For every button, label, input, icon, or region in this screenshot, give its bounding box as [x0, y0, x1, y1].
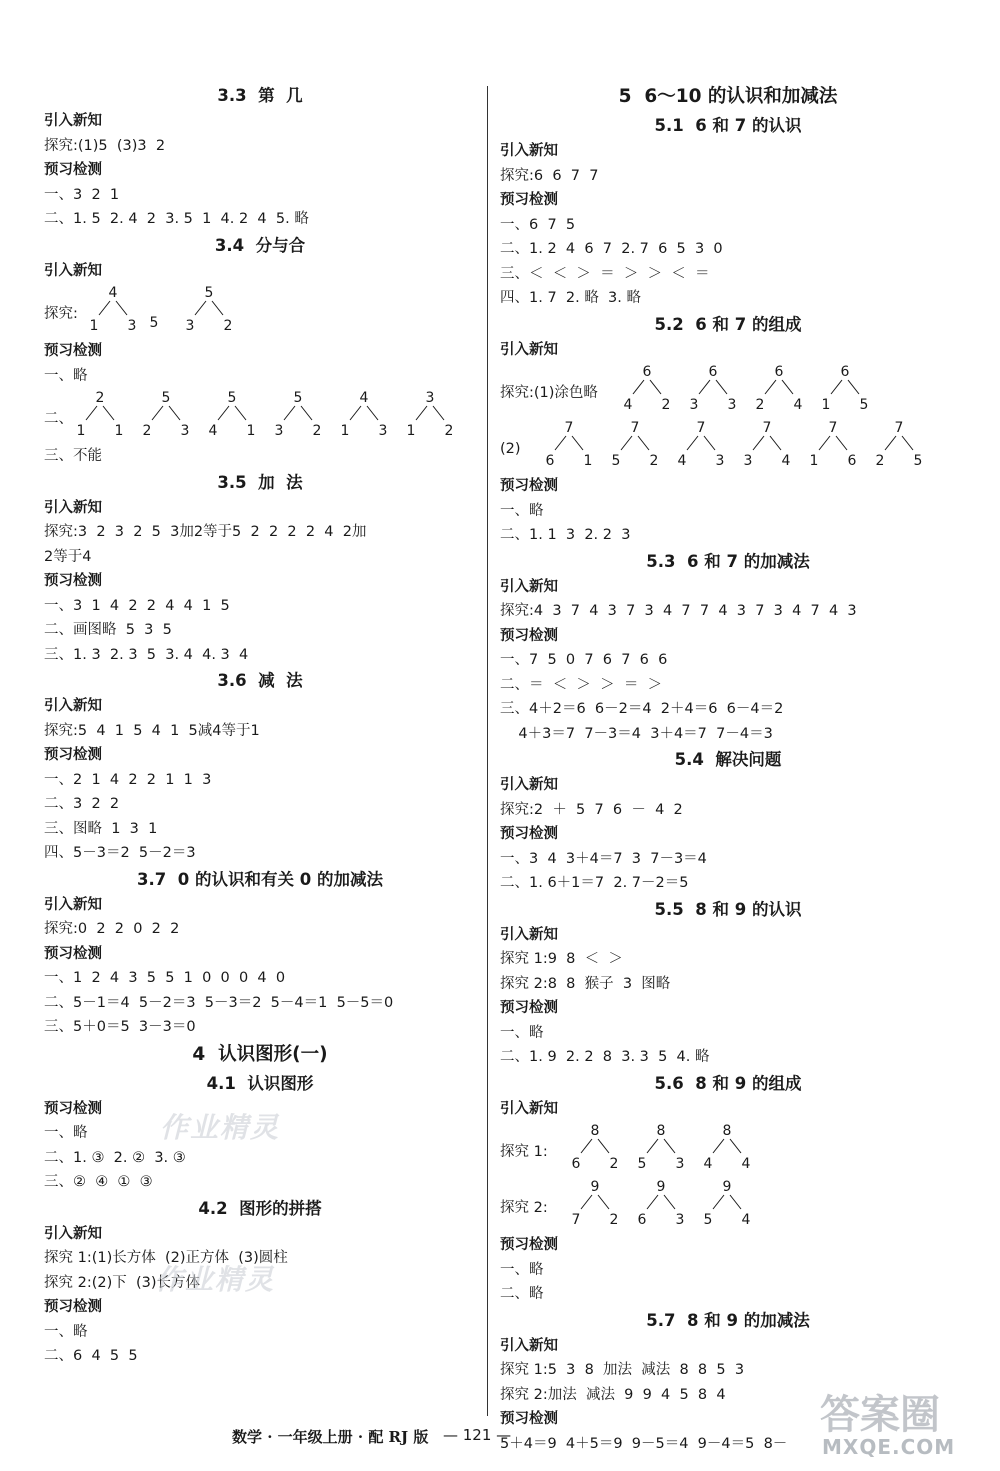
bond-part: 5 — [859, 397, 869, 413]
bond-part: 2 — [661, 397, 671, 413]
bond-branch — [581, 1139, 592, 1153]
subsection-label: 引入新知 — [500, 926, 558, 943]
bond-branch — [730, 1139, 741, 1153]
bond-whole: 7 — [696, 420, 706, 436]
section-heading: 3.4 分与合 — [214, 235, 306, 255]
answer-line: 探究:3 2 3 2 5 3加2等于5 2 2 2 2 4 2加 — [44, 524, 367, 540]
answer-line: 一、7 5 0 7 6 7 6 6 — [500, 652, 668, 668]
bond-part: 6 — [637, 1212, 647, 1228]
subsection-label: 引入新知 — [44, 698, 102, 714]
bond-branch — [621, 436, 632, 450]
bond-branch — [753, 436, 764, 450]
subsection-label: 引入新知 — [500, 143, 558, 159]
bond-branch — [730, 1195, 741, 1209]
answer-line: 二、1. 1 3 2. 2 3 — [500, 527, 631, 543]
number-bond — [704, 1123, 751, 1172]
bond-branch — [301, 406, 312, 420]
subsection-label: 预习检测 — [500, 1000, 558, 1016]
bond-whole: 5 — [293, 390, 303, 406]
bond-whole: 4 — [108, 285, 118, 301]
bond-whole: 6 — [708, 364, 718, 380]
bond-whole: 7 — [564, 420, 574, 436]
number-bond-label: 探究: — [44, 306, 78, 322]
watermark-text: 作业精灵 — [155, 1263, 276, 1296]
number-bond-diagram — [44, 283, 484, 339]
answer-value: 5 — [149, 315, 159, 331]
site-watermark-name: 答案圈 — [820, 1392, 940, 1438]
section-heading: 4.1 认识图形 — [206, 1073, 314, 1093]
subsection-label: 预习检测 — [44, 162, 102, 178]
answer-line: 二、1. 5 2. 4 2 3. 5 1 4. 2 4 5. 略 — [44, 211, 309, 227]
bond-branch — [713, 1195, 724, 1209]
bond-whole: 3 — [425, 390, 435, 406]
answer-line: 一、略 — [500, 1024, 544, 1041]
bond-branch — [433, 406, 444, 420]
bond-part: 1 — [114, 423, 124, 439]
answer-line: 二、6 4 5 5 — [44, 1348, 138, 1364]
section-heading: 3.5 加 法 — [217, 472, 303, 492]
bond-whole: 8 — [722, 1123, 732, 1139]
subsection-label: 预习检测 — [44, 573, 102, 589]
bond-branch — [103, 406, 114, 420]
bond-branch — [819, 436, 830, 450]
bond-part: 4 — [741, 1212, 751, 1228]
answer-line: 探究 1:9 8 ＜ ＞ — [500, 951, 623, 967]
subsection-label: 预习检测 — [500, 627, 558, 644]
bond-branch — [572, 436, 583, 450]
answer-line: 探究:2 ＋ 5 7 6 － 4 2 — [500, 801, 683, 818]
number-bond — [407, 390, 454, 439]
answer-line: 二、画图略 5 3 5 — [44, 622, 172, 638]
bond-branch — [633, 380, 644, 394]
bond-part: 2 — [142, 423, 152, 439]
bond-branch — [713, 1139, 724, 1153]
bond-whole: 8 — [656, 1123, 666, 1139]
number-bond — [90, 285, 137, 334]
bond-part: 6 — [847, 453, 857, 469]
number-bond-row — [500, 1121, 956, 1177]
number-bond-diagram — [500, 1121, 940, 1177]
answer-line: 三、4＋2＝6 6－2＝4 2＋4＝6 6－4＝2 — [500, 701, 784, 717]
number-bond — [572, 1179, 619, 1228]
bond-branch — [598, 1195, 609, 1209]
answer-line: 探究:0 2 2 0 2 2 — [44, 921, 180, 937]
subsection-label: 预习检测 — [44, 1100, 102, 1117]
bond-whole: 6 — [774, 364, 784, 380]
subsection-label: 预习检测 — [500, 826, 558, 842]
bond-part: 1 — [76, 423, 86, 439]
chapter-heading: 5 6～10 的认识和加减法 — [618, 86, 838, 107]
subsection-label: 预习检测 — [44, 1299, 102, 1315]
bond-part: 1 — [821, 397, 831, 413]
bond-part: 2 — [223, 318, 233, 334]
number-bond-row — [500, 362, 956, 418]
subsection-label: 预习检测 — [44, 945, 102, 962]
bond-branch — [152, 406, 163, 420]
answer-line: 二、1. ③ 2. ② 3. ③ — [44, 1149, 186, 1166]
subsection-label: 引入新知 — [500, 341, 558, 358]
number-bond — [546, 420, 593, 469]
bond-branch — [647, 1139, 658, 1153]
bond-branch — [716, 380, 727, 394]
answer-line: 三、＜ ＜ ＞ ＝ ＞ ＞ ＜ ＝ — [500, 265, 710, 282]
answer-line: 三、图略 1 3 1 — [44, 820, 158, 837]
bond-part: 3 — [743, 453, 753, 469]
bond-part: 3 — [185, 318, 195, 334]
bond-whole: 7 — [630, 420, 640, 436]
bond-part: 3 — [274, 423, 284, 439]
bond-branch — [350, 406, 361, 420]
answer-line: 二、3 2 2 — [44, 796, 120, 812]
answer-line: 三、② ④ ① ③ — [44, 1174, 153, 1190]
number-bond — [678, 420, 725, 469]
answer-line: 二、略 — [500, 1286, 544, 1302]
column-divider — [487, 86, 488, 1416]
bond-part: 3 — [675, 1156, 685, 1172]
bond-part: 1 — [89, 318, 99, 334]
number-bond — [624, 364, 671, 413]
number-bond — [876, 420, 923, 469]
answer-line: 探究:6 6 7 7 — [500, 167, 599, 184]
bond-part: 3 — [180, 423, 190, 439]
bond-whole: 6 — [840, 364, 850, 380]
number-bond — [275, 390, 322, 439]
bond-part: 3 — [689, 397, 699, 413]
bond-part: 2 — [609, 1156, 619, 1172]
number-bond-diagram — [500, 1177, 940, 1233]
bond-branch — [638, 436, 649, 450]
number-bond — [143, 390, 190, 439]
number-bond-label: 探究 2: — [500, 1200, 548, 1216]
bond-branch — [704, 436, 715, 450]
page-number: — 121 — — [443, 1426, 512, 1444]
chapter-heading: 4 认识图形(一) — [192, 1043, 328, 1065]
subsection-label: 引入新知 — [500, 578, 558, 595]
number-bond — [756, 364, 803, 413]
section-heading: 5.4 解决问题 — [674, 750, 782, 769]
number-bond — [744, 420, 791, 469]
bond-part: 2 — [312, 423, 322, 439]
answer-line: 三、5＋0＝5 3－3＝0 — [44, 1019, 196, 1035]
number-bond — [638, 1179, 685, 1228]
bond-branch — [218, 406, 229, 420]
section-heading: 5.5 8 和 9 的认识 — [654, 899, 802, 919]
bond-part: 6 — [571, 1156, 581, 1172]
number-bond — [209, 390, 256, 439]
answer-line: 一、6 7 5 — [500, 216, 576, 233]
bond-part: 1 — [246, 423, 256, 439]
answer-line: 一、1 2 4 3 5 5 1 0 0 0 4 0 — [44, 970, 286, 986]
bond-whole: 7 — [894, 420, 904, 436]
bond-part: 4 — [741, 1156, 751, 1172]
bond-part: 3 — [675, 1212, 685, 1228]
bond-whole: 6 — [642, 364, 652, 380]
answer-line: 探究:5 4 1 5 4 1 5减4等于1 — [44, 722, 260, 739]
answer-line: 5＋4＝9 4＋5＝9 9－5＝4 9－4＝5 8－ — [500, 1435, 788, 1452]
bond-part: 3 — [378, 423, 388, 439]
bond-part: 1 — [340, 423, 350, 439]
answer-line: 四、5－3＝2 5－2＝3 — [44, 845, 196, 861]
bond-branch — [116, 301, 127, 315]
section-heading: 3.6 减 法 — [217, 671, 303, 690]
answer-line: 三、不能 — [44, 448, 102, 464]
subsection-label: 预习检测 — [500, 192, 558, 208]
bond-branch — [664, 1195, 675, 1209]
number-bond — [690, 364, 737, 413]
number-bond — [822, 364, 869, 413]
answer-line: 一、略 — [500, 502, 544, 519]
number-bond — [612, 420, 659, 469]
bond-branch — [848, 380, 859, 394]
bond-part: 1 — [406, 423, 416, 439]
bond-whole: 2 — [95, 390, 105, 406]
number-bond-diagram — [500, 418, 940, 474]
bond-part: 4 — [781, 453, 791, 469]
section-heading: 5.1 6 和 7 的认识 — [654, 116, 802, 135]
number-bond-diagram — [44, 388, 484, 444]
bond-branch — [902, 436, 913, 450]
answer-line: 一、3 2 1 — [44, 186, 120, 203]
number-bond-label: 探究:(1)涂色略 — [500, 385, 598, 401]
number-bond-diagram — [500, 362, 940, 418]
bond-whole: 5 — [161, 390, 171, 406]
bond-branch — [598, 1139, 609, 1153]
bond-whole: 9 — [590, 1179, 600, 1195]
bond-whole: 7 — [828, 420, 838, 436]
bond-part: 2 — [609, 1212, 619, 1228]
bond-part: 2 — [875, 453, 885, 469]
answer-line: 2等于4 — [44, 548, 92, 565]
number-bond — [810, 420, 857, 469]
answer-line: 一、2 1 4 2 2 1 1 3 — [44, 771, 212, 788]
subsection-label: 预习检测 — [44, 343, 102, 359]
answer-line: 一、3 4 3＋4＝7 3 7－3＝4 — [500, 850, 707, 867]
bond-branch — [836, 436, 847, 450]
subsection-label: 引入新知 — [44, 896, 102, 913]
subsection-label: 引入新知 — [44, 499, 102, 516]
number-bond-label: 二、 — [44, 411, 73, 427]
subsection-label: 预习检测 — [500, 1411, 558, 1427]
bond-branch — [647, 1195, 658, 1209]
answer-line: 探究 1:5 3 8 加法 减法 8 8 5 3 — [500, 1362, 745, 1378]
bond-whole: 9 — [656, 1179, 666, 1195]
bond-branch — [367, 406, 378, 420]
left-column — [44, 82, 476, 1369]
answer-line: 一、3 1 4 2 2 4 4 1 5 — [44, 597, 230, 614]
bond-branch — [782, 380, 793, 394]
bond-part: 1 — [809, 453, 819, 469]
answer-line: 探究 2:(2)下 (3)长方体 — [44, 1274, 201, 1291]
answer-line: 探究:(1)5 (3)3 2 — [44, 137, 166, 154]
bond-branch — [885, 436, 896, 450]
subsection-label: 引入新知 — [500, 1337, 558, 1354]
answer-line: 探究 1:(1)长方体 (2)正方体 (3)圆柱 — [44, 1250, 288, 1266]
bond-part: 4 — [793, 397, 803, 413]
section-heading: 5.3 6 和 7 的加减法 — [646, 551, 810, 571]
bond-branch — [650, 380, 661, 394]
bond-part: 2 — [755, 397, 765, 413]
right-column — [500, 82, 956, 1456]
answer-line: 二、5－1＝4 5－2＝3 5－3＝2 5－4＝1 5－5＝0 — [44, 994, 394, 1011]
bond-branch — [86, 406, 97, 420]
number-bond-label: 探究 1: — [500, 1144, 548, 1160]
bond-branch — [687, 436, 698, 450]
bond-branch — [555, 436, 566, 450]
bond-part: 5 — [637, 1156, 647, 1172]
number-bond — [186, 285, 233, 334]
bond-part: 5 — [703, 1212, 713, 1228]
answer-line: 探究 2:8 8 猴子 3 图略 — [500, 975, 671, 992]
bond-branch — [195, 301, 206, 315]
bond-branch — [699, 380, 710, 394]
answer-line: 一、略 — [44, 1323, 88, 1340]
subsection-label: 预习检测 — [44, 747, 102, 763]
bond-branch — [169, 406, 180, 420]
bond-whole: 9 — [722, 1179, 732, 1195]
bond-branch — [416, 406, 427, 420]
bond-whole: 7 — [762, 420, 772, 436]
bond-whole: 5 — [204, 285, 214, 301]
bond-part: 3 — [715, 453, 725, 469]
answer-line: 三、1. 3 2. 3 5 3. 4 4. 3 4 — [44, 646, 249, 663]
answer-line: 4＋3＝7 7－3＝4 3＋4＝7 7－4＝3 — [500, 725, 773, 742]
bond-branch — [831, 380, 842, 394]
site-watermark-url: MXQE.COM — [822, 1435, 956, 1459]
number-bond — [77, 390, 124, 439]
answer-line: 探究 2:加法 减法 9 9 4 5 8 4 — [500, 1386, 726, 1403]
bond-part: 4 — [677, 453, 687, 469]
bond-branch — [664, 1139, 675, 1153]
bond-whole: 4 — [359, 390, 369, 406]
answer-line: 一、略 — [44, 367, 88, 384]
bond-part: 7 — [571, 1212, 581, 1228]
subsection-label: 引入新知 — [44, 1225, 102, 1242]
subsection-label: 引入新知 — [500, 1100, 558, 1117]
section-heading: 5.2 6 和 7 的组成 — [654, 314, 802, 334]
bond-branch — [99, 301, 110, 315]
section-heading: 4.2 图形的拼搭 — [198, 1198, 322, 1218]
bond-part: 2 — [649, 453, 659, 469]
section-heading: 3.7 0 的认识和有关 0 的加减法 — [137, 869, 383, 889]
subsection-label: 预习检测 — [500, 478, 558, 494]
subsection-label: 引入新知 — [44, 262, 102, 279]
answer-line: 二、＝ ＜ ＞ ＞ ＝ ＞ — [500, 676, 663, 693]
bond-branch — [212, 301, 223, 315]
section-heading: 5.6 8 和 9 的组成 — [654, 1073, 802, 1093]
subsection-label: 引入新知 — [44, 113, 102, 129]
number-bond — [341, 390, 388, 439]
section-heading: 3.3 第 几 — [217, 86, 303, 105]
number-bond-row — [500, 418, 956, 474]
subsection-label: 预习检测 — [500, 1237, 558, 1253]
number-bond — [638, 1123, 685, 1172]
bond-part: 6 — [545, 453, 555, 469]
bond-branch — [770, 436, 781, 450]
bond-branch — [284, 406, 295, 420]
bond-whole: 8 — [590, 1123, 600, 1139]
answer-line: 二、1. 2 4 6 7 2. 7 6 5 3 0 — [500, 241, 723, 257]
bond-branch — [581, 1195, 592, 1209]
bond-part: 4 — [208, 423, 218, 439]
subsection-label: 引入新知 — [500, 777, 558, 793]
number-bond-row — [44, 283, 476, 339]
bond-part: 2 — [444, 423, 454, 439]
number-bond-row — [500, 1177, 956, 1233]
bond-part: 1 — [583, 453, 593, 469]
number-bond-label: (2) — [500, 441, 521, 457]
answer-line: 一、略 — [44, 1125, 88, 1141]
number-bond — [704, 1179, 751, 1228]
bond-whole: 5 — [227, 390, 237, 406]
bond-part: 5 — [913, 453, 923, 469]
answer-line: 二、1. 9 2. 2 8 3. 3 5 4. 略 — [500, 1049, 710, 1065]
footer-book-title: 数学 · 一年级上册 · 配 RJ 版 — [232, 1428, 429, 1446]
bond-part: 4 — [703, 1156, 713, 1172]
watermark-text: 作业精灵 — [160, 1111, 281, 1144]
bond-part: 3 — [727, 397, 737, 413]
bond-part: 4 — [623, 397, 633, 413]
answer-line: 一、略 — [500, 1261, 544, 1278]
number-bond-row — [44, 388, 476, 444]
answer-line: 探究:4 3 7 4 3 7 3 4 7 7 4 3 7 3 4 7 4 3 — [500, 603, 857, 619]
section-heading: 5.7 8 和 9 的加减法 — [646, 1310, 810, 1330]
bond-part: 5 — [611, 453, 621, 469]
answer-line: 二、1. 6＋1＝7 2. 7－2＝5 — [500, 875, 689, 891]
bond-branch — [235, 406, 246, 420]
number-bond — [572, 1123, 619, 1172]
bond-part: 3 — [127, 318, 137, 334]
site-watermark-logo — [808, 1383, 968, 1463]
bond-branch — [765, 380, 776, 394]
answer-line: 四、1. 7 2. 略 3. 略 — [500, 290, 641, 306]
